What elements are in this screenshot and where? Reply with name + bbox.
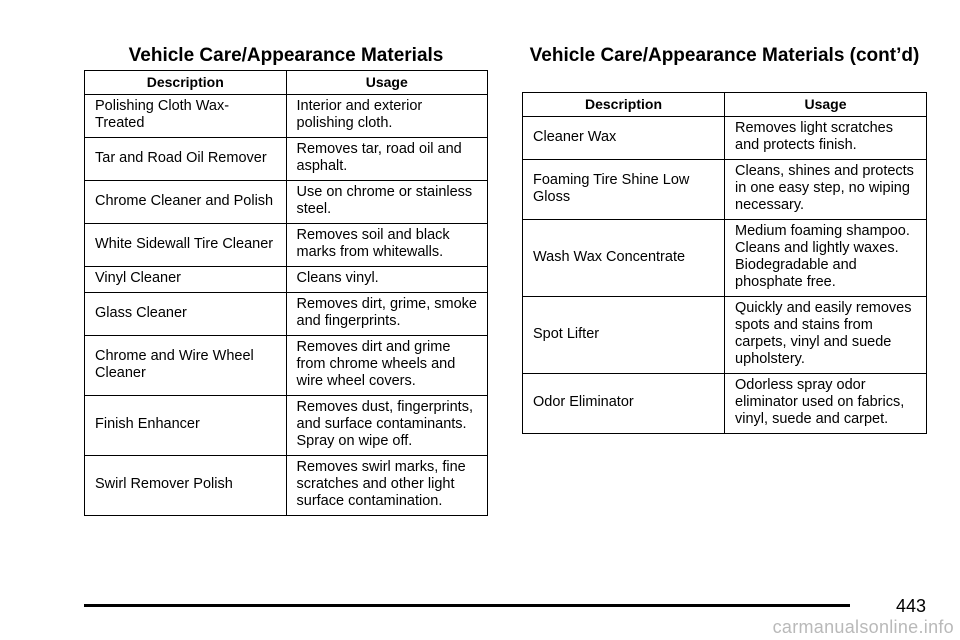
usage-cell: Quickly and easily removes spots and stains from carpets, vinyl and suede upholstery.	[725, 297, 927, 374]
usage-cell: Medium foaming shampoo. Cleans and lightly waxes. Biodegradable and phosphate free.	[725, 220, 927, 297]
table-row	[85, 224, 488, 267]
column-header-usage: Usage	[725, 93, 927, 117]
table-row	[85, 267, 488, 293]
page-number: 443	[895, 596, 926, 616]
usage-cell: Use on chrome or stainless steel.	[286, 181, 488, 224]
materials-table-left	[84, 70, 488, 516]
description-cell: Finish Enhancer	[85, 396, 287, 456]
usage-cell: Removes dust, fingerprints, and surface contaminants. Spray on wipe off.	[286, 396, 488, 456]
table-row	[85, 396, 488, 456]
description-cell: Spot Lifter	[523, 297, 725, 374]
usage-cell: Removes soil and black marks from whitewalls.	[286, 224, 488, 267]
footer-rule	[84, 604, 850, 607]
column-header-description: Description	[85, 71, 287, 95]
table-row	[85, 138, 488, 181]
usage-cell: Odorless spray odor eliminator used on fabrics, vinyl, suede and carpet.	[725, 374, 927, 434]
usage-cell: Cleans vinyl.	[286, 267, 488, 293]
usage-cell: Removes tar, road oil and asphalt.	[286, 138, 488, 181]
description-cell: White Sidewall Tire Cleaner	[85, 224, 287, 267]
description-cell: Wash Wax Concentrate	[523, 220, 725, 297]
table-row	[523, 117, 927, 160]
table-header-row	[523, 93, 927, 117]
table-row	[85, 181, 488, 224]
left-section-title: Vehicle Care/Appearance Materials	[128, 45, 444, 66]
description-cell: Tar and Road Oil Remover	[85, 138, 287, 181]
materials-table-right	[522, 92, 927, 434]
table-row	[85, 336, 488, 396]
table-row	[523, 220, 927, 297]
watermark-text: carmanualsonline.info	[772, 617, 954, 637]
usage-cell: Interior and exterior polishing cloth.	[286, 95, 488, 138]
description-cell: Chrome Cleaner and Polish	[85, 181, 287, 224]
table-row	[85, 95, 488, 138]
description-cell: Swirl Remover Polish	[85, 456, 287, 516]
description-cell: Glass Cleaner	[85, 293, 287, 336]
table-row	[523, 374, 927, 434]
description-cell: Vinyl Cleaner	[85, 267, 287, 293]
usage-cell: Removes light scratches and protects finish.	[725, 117, 927, 160]
usage-cell: Cleans, shines and protects in one easy step, no wiping necessary.	[725, 160, 927, 220]
usage-cell: Removes swirl marks, fine scratches and other light surface contamination.	[286, 456, 488, 516]
table-row	[523, 160, 927, 220]
table-row	[85, 293, 488, 336]
description-cell: Chrome and Wire Wheel Cleaner	[85, 336, 287, 396]
right-section-title: Vehicle Care/Appearance Materials (cont’d)	[529, 45, 920, 66]
column-header-description: Description	[523, 93, 725, 117]
column-header-usage: Usage	[286, 71, 488, 95]
table-row	[523, 297, 927, 374]
description-cell: Odor Eliminator	[523, 374, 725, 434]
right-section	[522, 46, 927, 434]
left-section	[84, 46, 488, 516]
table-row	[85, 456, 488, 516]
table-header-row	[85, 71, 488, 95]
description-cell: Foaming Tire Shine Low Gloss	[523, 160, 725, 220]
description-cell: Polishing Cloth Wax-Treated	[85, 95, 287, 138]
usage-cell: Removes dirt, grime, smoke and fingerprints.	[286, 293, 488, 336]
usage-cell: Removes dirt and grime from chrome wheels and wire wheel covers.	[286, 336, 488, 396]
description-cell: Cleaner Wax	[523, 117, 725, 160]
